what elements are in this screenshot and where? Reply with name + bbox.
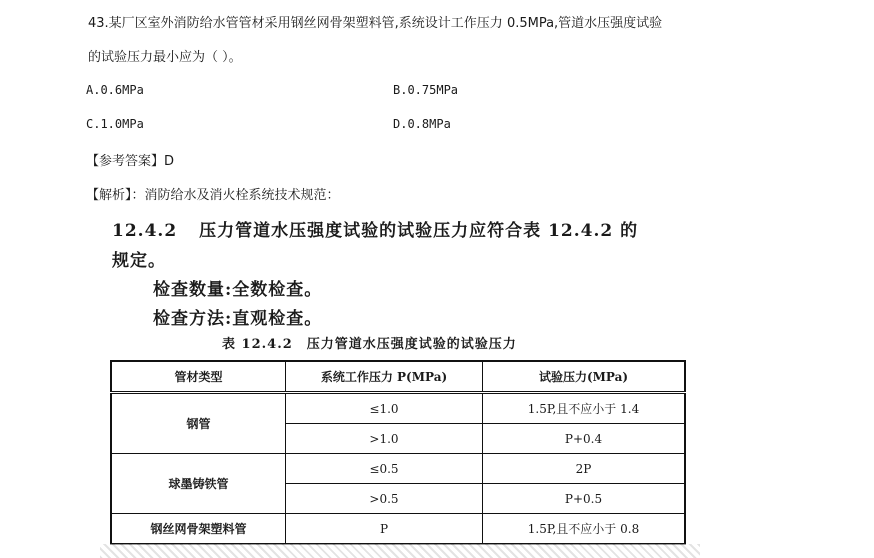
test-pressure-cell: P+0.4 <box>483 424 686 454</box>
table-caption-number: 表 12.4.2 <box>222 337 293 352</box>
test-pressure-cell: P+0.5 <box>483 484 686 514</box>
header-working-pressure: 系统工作压力 P(MPa) <box>286 361 483 393</box>
question-text-line2: 的试验压力最小应为（ ）。 <box>88 50 242 65</box>
pressure-table <box>110 360 686 545</box>
question-text-line1: 43.某厂区室外消防给水管管材采用钢丝网骨架塑料管,系统设计工作压力 0.5MPa,管道水压强度试验 <box>88 16 663 31</box>
check-quantity: 检查数量:全数检查。 <box>153 280 323 300</box>
rule-heading <box>112 216 638 241</box>
rule-text-cont: 规定。 <box>112 251 166 271</box>
test-pressure-cell: 1.5P,且不应小于 0.8 <box>483 514 686 545</box>
header-test-pressure: 试验压力(MPa) <box>483 361 686 393</box>
option-a: A.0.6MPa <box>86 83 144 97</box>
table-caption <box>222 333 517 352</box>
pipe-type-cell: 钢丝网骨架塑料管 <box>111 514 286 545</box>
header-pipe-type: 管材类型 <box>111 361 286 393</box>
check-method: 检查方法:直观检查。 <box>153 309 323 329</box>
rule-number: 12.4.2 <box>112 221 178 241</box>
test-pressure-cell: 1.5P,且不应小于 1.4 <box>483 393 686 424</box>
analysis-line: 【解析】：消防给水及消火栓系统技术规范： <box>86 188 340 203</box>
working-pressure-cell: ≤1.0 <box>286 393 483 424</box>
working-pressure-cell: >0.5 <box>286 484 483 514</box>
scan-shadow <box>100 544 700 558</box>
table-header-row <box>111 361 685 393</box>
table-row <box>111 454 685 484</box>
working-pressure-cell: ≤0.5 <box>286 454 483 484</box>
working-pressure-cell: P <box>286 514 483 545</box>
rule-text: 压力管道水压强度试验的试验压力应符合表 12.4.2 的 <box>199 221 639 241</box>
pipe-type-cell: 钢管 <box>111 393 286 454</box>
option-c: C.1.0MPa <box>86 117 144 131</box>
table-caption-title: 压力管道水压强度试验的试验压力 <box>306 337 517 352</box>
working-pressure-cell: >1.0 <box>286 424 483 454</box>
table-row <box>111 514 685 545</box>
option-d: D.0.8MPa <box>393 117 451 131</box>
table-row <box>111 393 685 424</box>
answer-line: 【参考答案】D <box>86 154 175 169</box>
test-pressure-cell: 2P <box>483 454 686 484</box>
option-b: B.0.75MPa <box>393 83 459 97</box>
pipe-type-cell: 球墨铸铁管 <box>111 454 286 514</box>
